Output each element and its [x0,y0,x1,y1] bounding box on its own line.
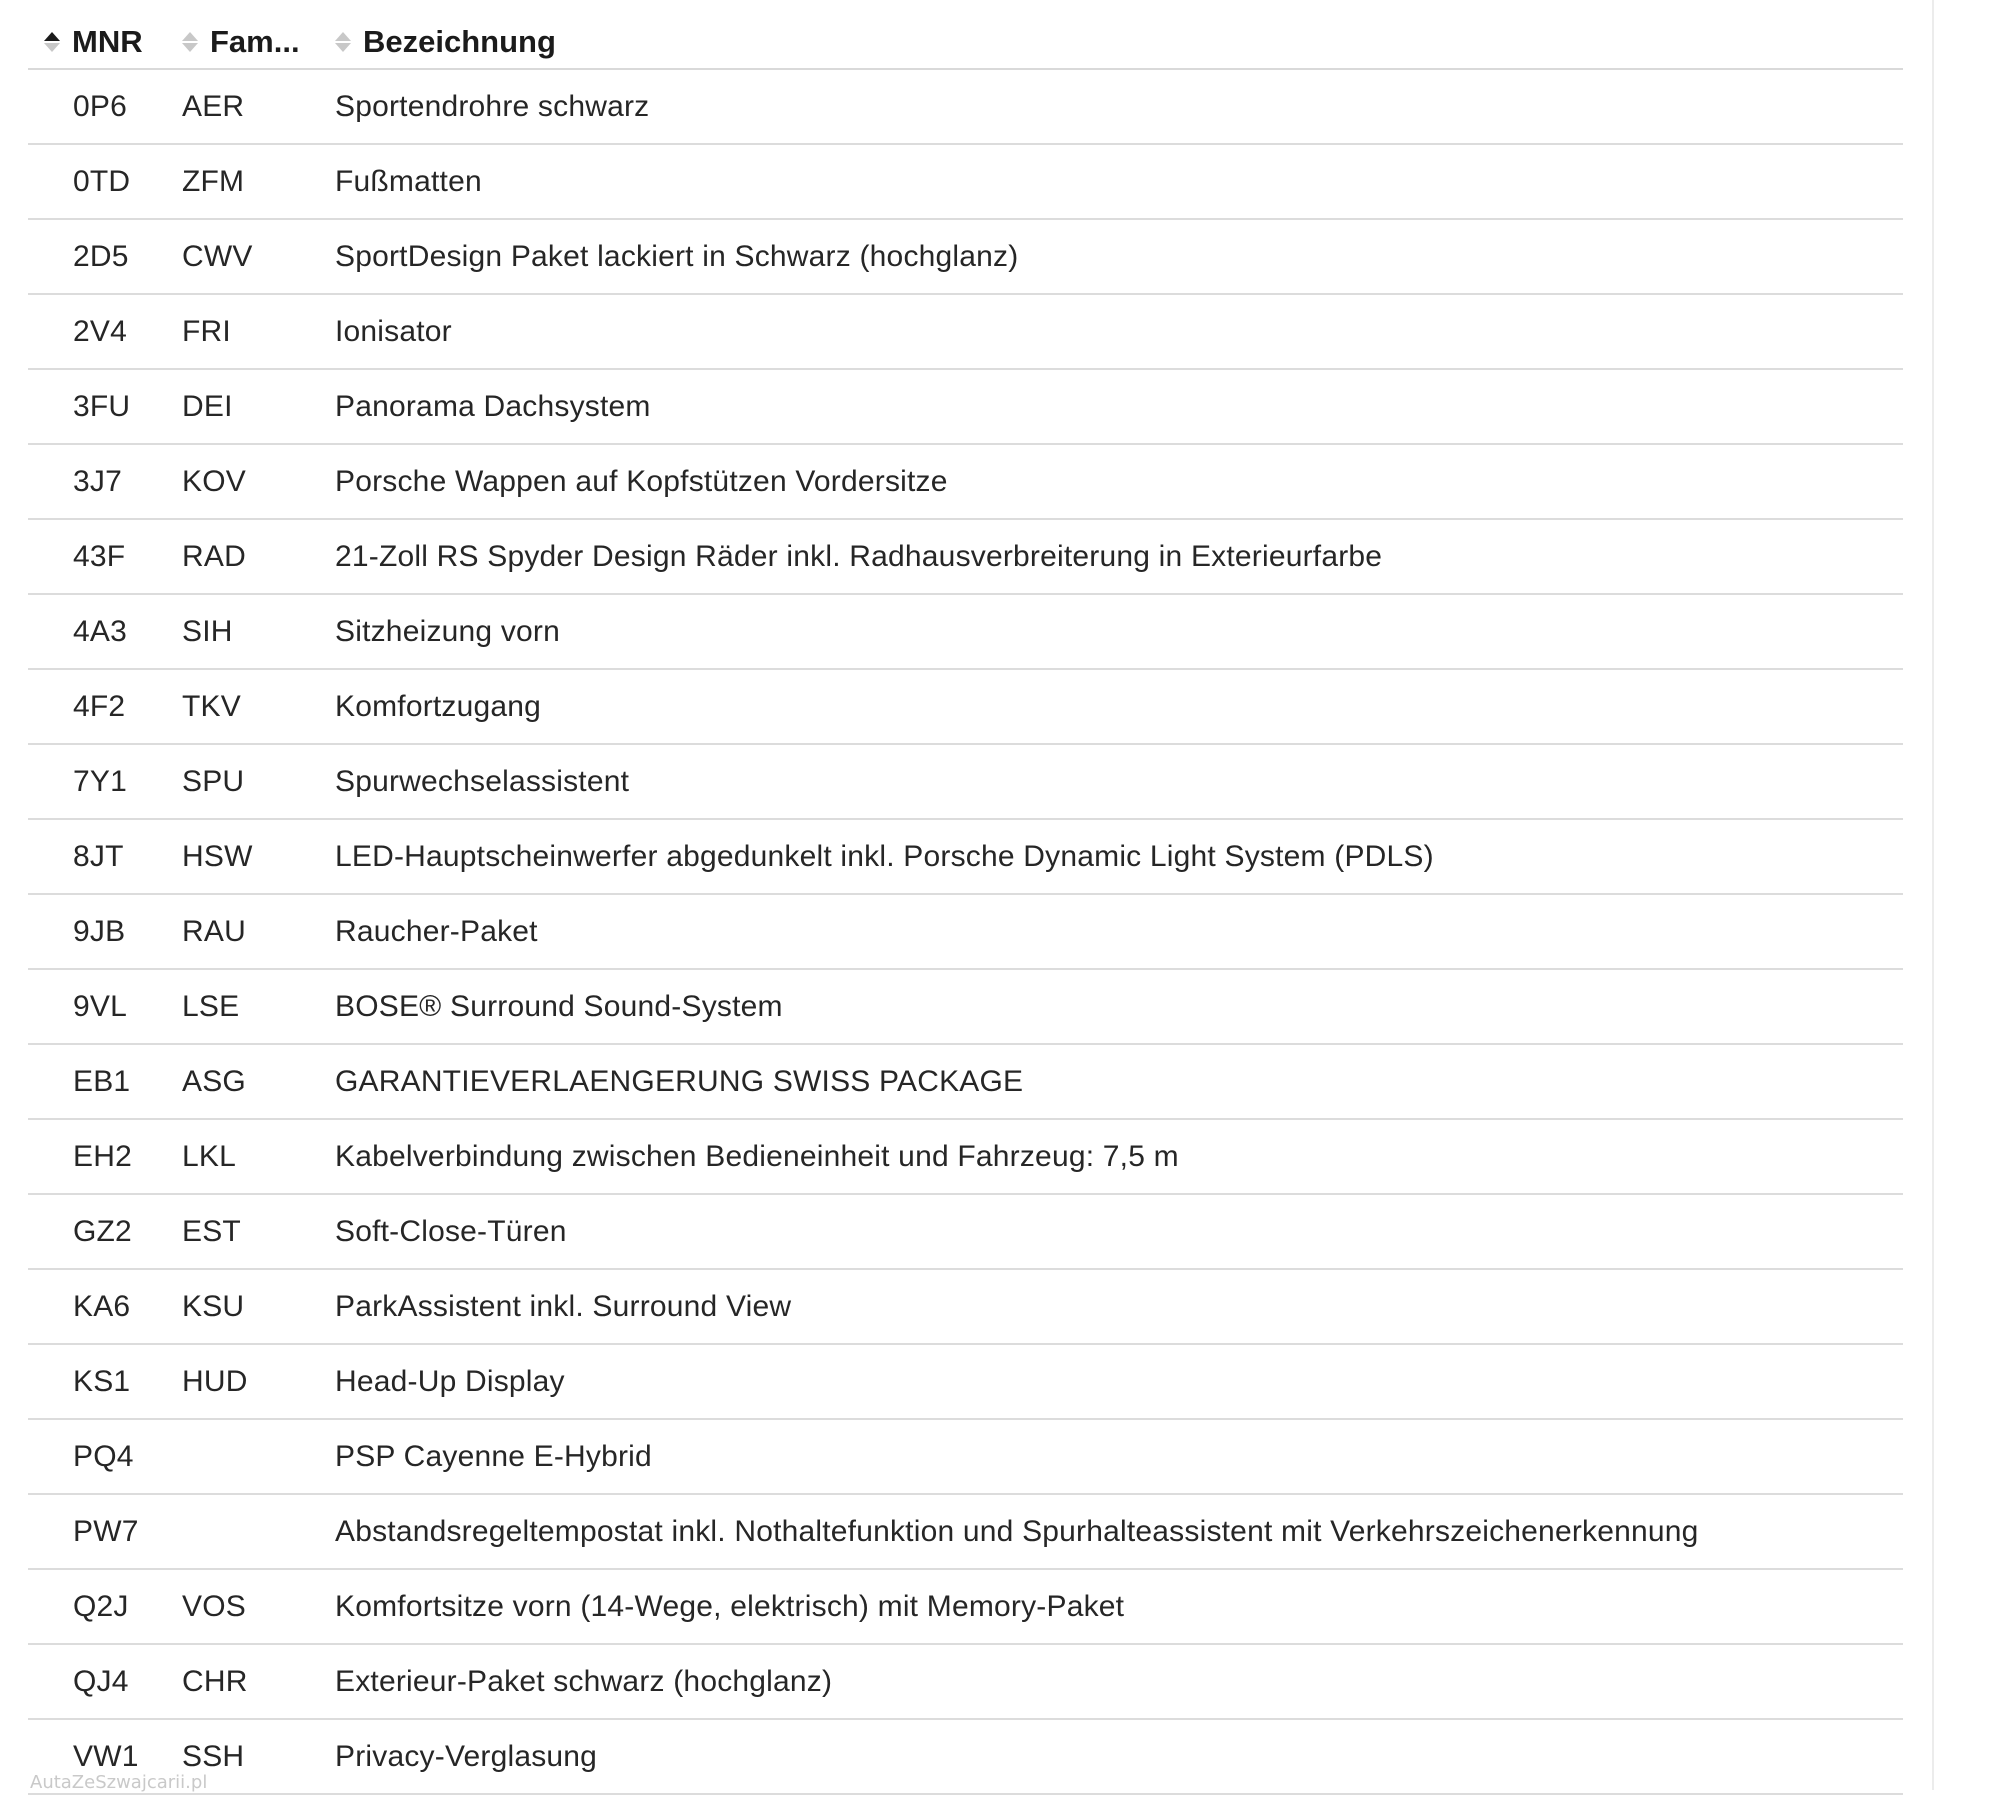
table-row [28,295,1903,370]
table-row [28,1345,1903,1420]
table-row [28,970,1903,1045]
table-row [28,1420,1903,1495]
cell-mnr: 2V4 [73,314,127,348]
cell-description: Porsche Wappen auf Kopfstützen Vordersitze [335,464,948,498]
cell-description: Head-Up Display [335,1364,565,1398]
cell-mnr: 3J7 [73,464,122,498]
cell-family: SSH [182,1739,245,1773]
table-row [28,370,1903,445]
table-row [28,520,1903,595]
cell-description: Sportendrohre schwarz [335,89,650,123]
cell-description: Spurwechselassistent [335,764,630,798]
cell-family: VOS [182,1589,246,1623]
table-row [28,145,1903,220]
equipment-table [28,0,1903,1795]
cell-family: LSE [182,989,240,1023]
cell-family: ZFM [182,164,245,198]
cell-description: Komfortsitze vorn (14-Wege, elektrisch) mit Memory-Paket [335,1589,1125,1623]
cell-description: Abstandsregeltempostat inkl. Nothaltefunktion und Spurhalteassistent mit Verkehrszeichenerkennung [335,1514,1699,1548]
cell-description: 21-Zoll RS Spyder Design Räder inkl. Radhausverbreiterung in Exterieurfarbe [335,539,1383,573]
cell-mnr: VW1 [73,1739,139,1773]
table-row [28,1045,1903,1120]
column-header-description[interactable] [335,24,1903,60]
cell-description: Fußmatten [335,164,482,198]
table-row [28,745,1903,820]
cell-family: EST [182,1214,241,1248]
cell-mnr: EB1 [73,1064,131,1098]
cell-description: GARANTIEVERLAENGERUNG SWISS PACKAGE [335,1064,1024,1098]
table-row [28,445,1903,520]
cell-mnr: 2D5 [73,239,129,273]
cell-mnr: KA6 [73,1289,131,1323]
cell-mnr: GZ2 [73,1214,132,1248]
cell-mnr: 0P6 [73,89,127,123]
cell-description: Exterieur-Paket schwarz (hochglanz) [335,1664,833,1698]
watermark-text: AutaZeSzwajcarii.pl [30,1772,208,1793]
cell-description: Ionisator [335,314,452,348]
cell-description: Sitzheizung vorn [335,614,560,648]
cell-family: HUD [182,1364,248,1398]
cell-family: SPU [182,764,245,798]
column-header-description-label: Bezeichnung [363,24,556,59]
table-row [28,70,1903,145]
table-row [28,1720,1903,1795]
table-row [28,820,1903,895]
sort-neutral-icon[interactable] [182,28,202,56]
table-header [28,0,1903,70]
cell-family: KSU [182,1289,245,1323]
table-row [28,220,1903,295]
cell-family: LKL [182,1139,236,1173]
cell-family: FRI [182,314,231,348]
sort-neutral-icon[interactable] [335,28,355,56]
cell-mnr: KS1 [73,1364,131,1398]
column-header-mnr[interactable] [28,24,182,60]
cell-description: Privacy-Verglasung [335,1739,598,1773]
cell-family: CWV [182,239,253,273]
sort-ascending-icon[interactable] [44,28,64,56]
cell-mnr: 7Y1 [73,764,127,798]
cell-family: KOV [182,464,246,498]
cell-family: CHR [182,1664,248,1698]
cell-mnr: 4F2 [73,689,126,723]
cell-family: RAU [182,914,246,948]
cell-mnr: PQ4 [73,1439,134,1473]
cell-mnr: 4A3 [73,614,127,648]
cell-mnr: 0TD [73,164,131,198]
cell-family: ASG [182,1064,246,1098]
cell-description: Soft-Close-Türen [335,1214,567,1248]
table-row [28,595,1903,670]
column-header-mnr-label: MNR [72,24,143,59]
cell-description: Panorama Dachsystem [335,389,651,423]
cell-mnr: EH2 [73,1139,132,1173]
cell-description: ParkAssistent inkl. Surround View [335,1289,792,1323]
column-header-family[interactable] [182,24,335,60]
cell-description: LED-Hauptscheinwerfer abgedunkelt inkl. Porsche Dynamic Light System (PDLS) [335,839,1434,873]
cell-family: SIH [182,614,233,648]
cell-family: RAD [182,539,246,573]
cell-mnr: PW7 [73,1514,139,1548]
cell-description: Raucher-Paket [335,914,538,948]
table-row [28,670,1903,745]
table-row [28,1645,1903,1720]
cell-mnr: 9JB [73,914,126,948]
table-row [28,1495,1903,1570]
table-row [28,895,1903,970]
page-edge-divider [1932,0,1934,1790]
table-row [28,1270,1903,1345]
cell-mnr: QJ4 [73,1664,129,1698]
cell-description: SportDesign Paket lackiert in Schwarz (hochglanz) [335,239,1019,273]
table-row [28,1570,1903,1645]
table-row [28,1195,1903,1270]
cell-description: Kabelverbindung zwischen Bedieneinheit und Fahrzeug: 7,5 m [335,1139,1179,1173]
cell-mnr: 43F [73,539,126,573]
cell-family: AER [182,89,245,123]
cell-family: DEI [182,389,233,423]
cell-mnr: 8JT [73,839,124,873]
cell-family: HSW [182,839,253,873]
cell-description: PSP Cayenne E-Hybrid [335,1439,652,1473]
cell-mnr: 3FU [73,389,131,423]
cell-mnr: Q2J [73,1589,129,1623]
cell-description: BOSE® Surround Sound-System [335,989,783,1023]
cell-mnr: 9VL [73,989,127,1023]
table-row [28,1120,1903,1195]
cell-description: Komfortzugang [335,689,542,723]
column-header-family-label: Fam... [210,24,300,59]
cell-family: TKV [182,689,241,723]
